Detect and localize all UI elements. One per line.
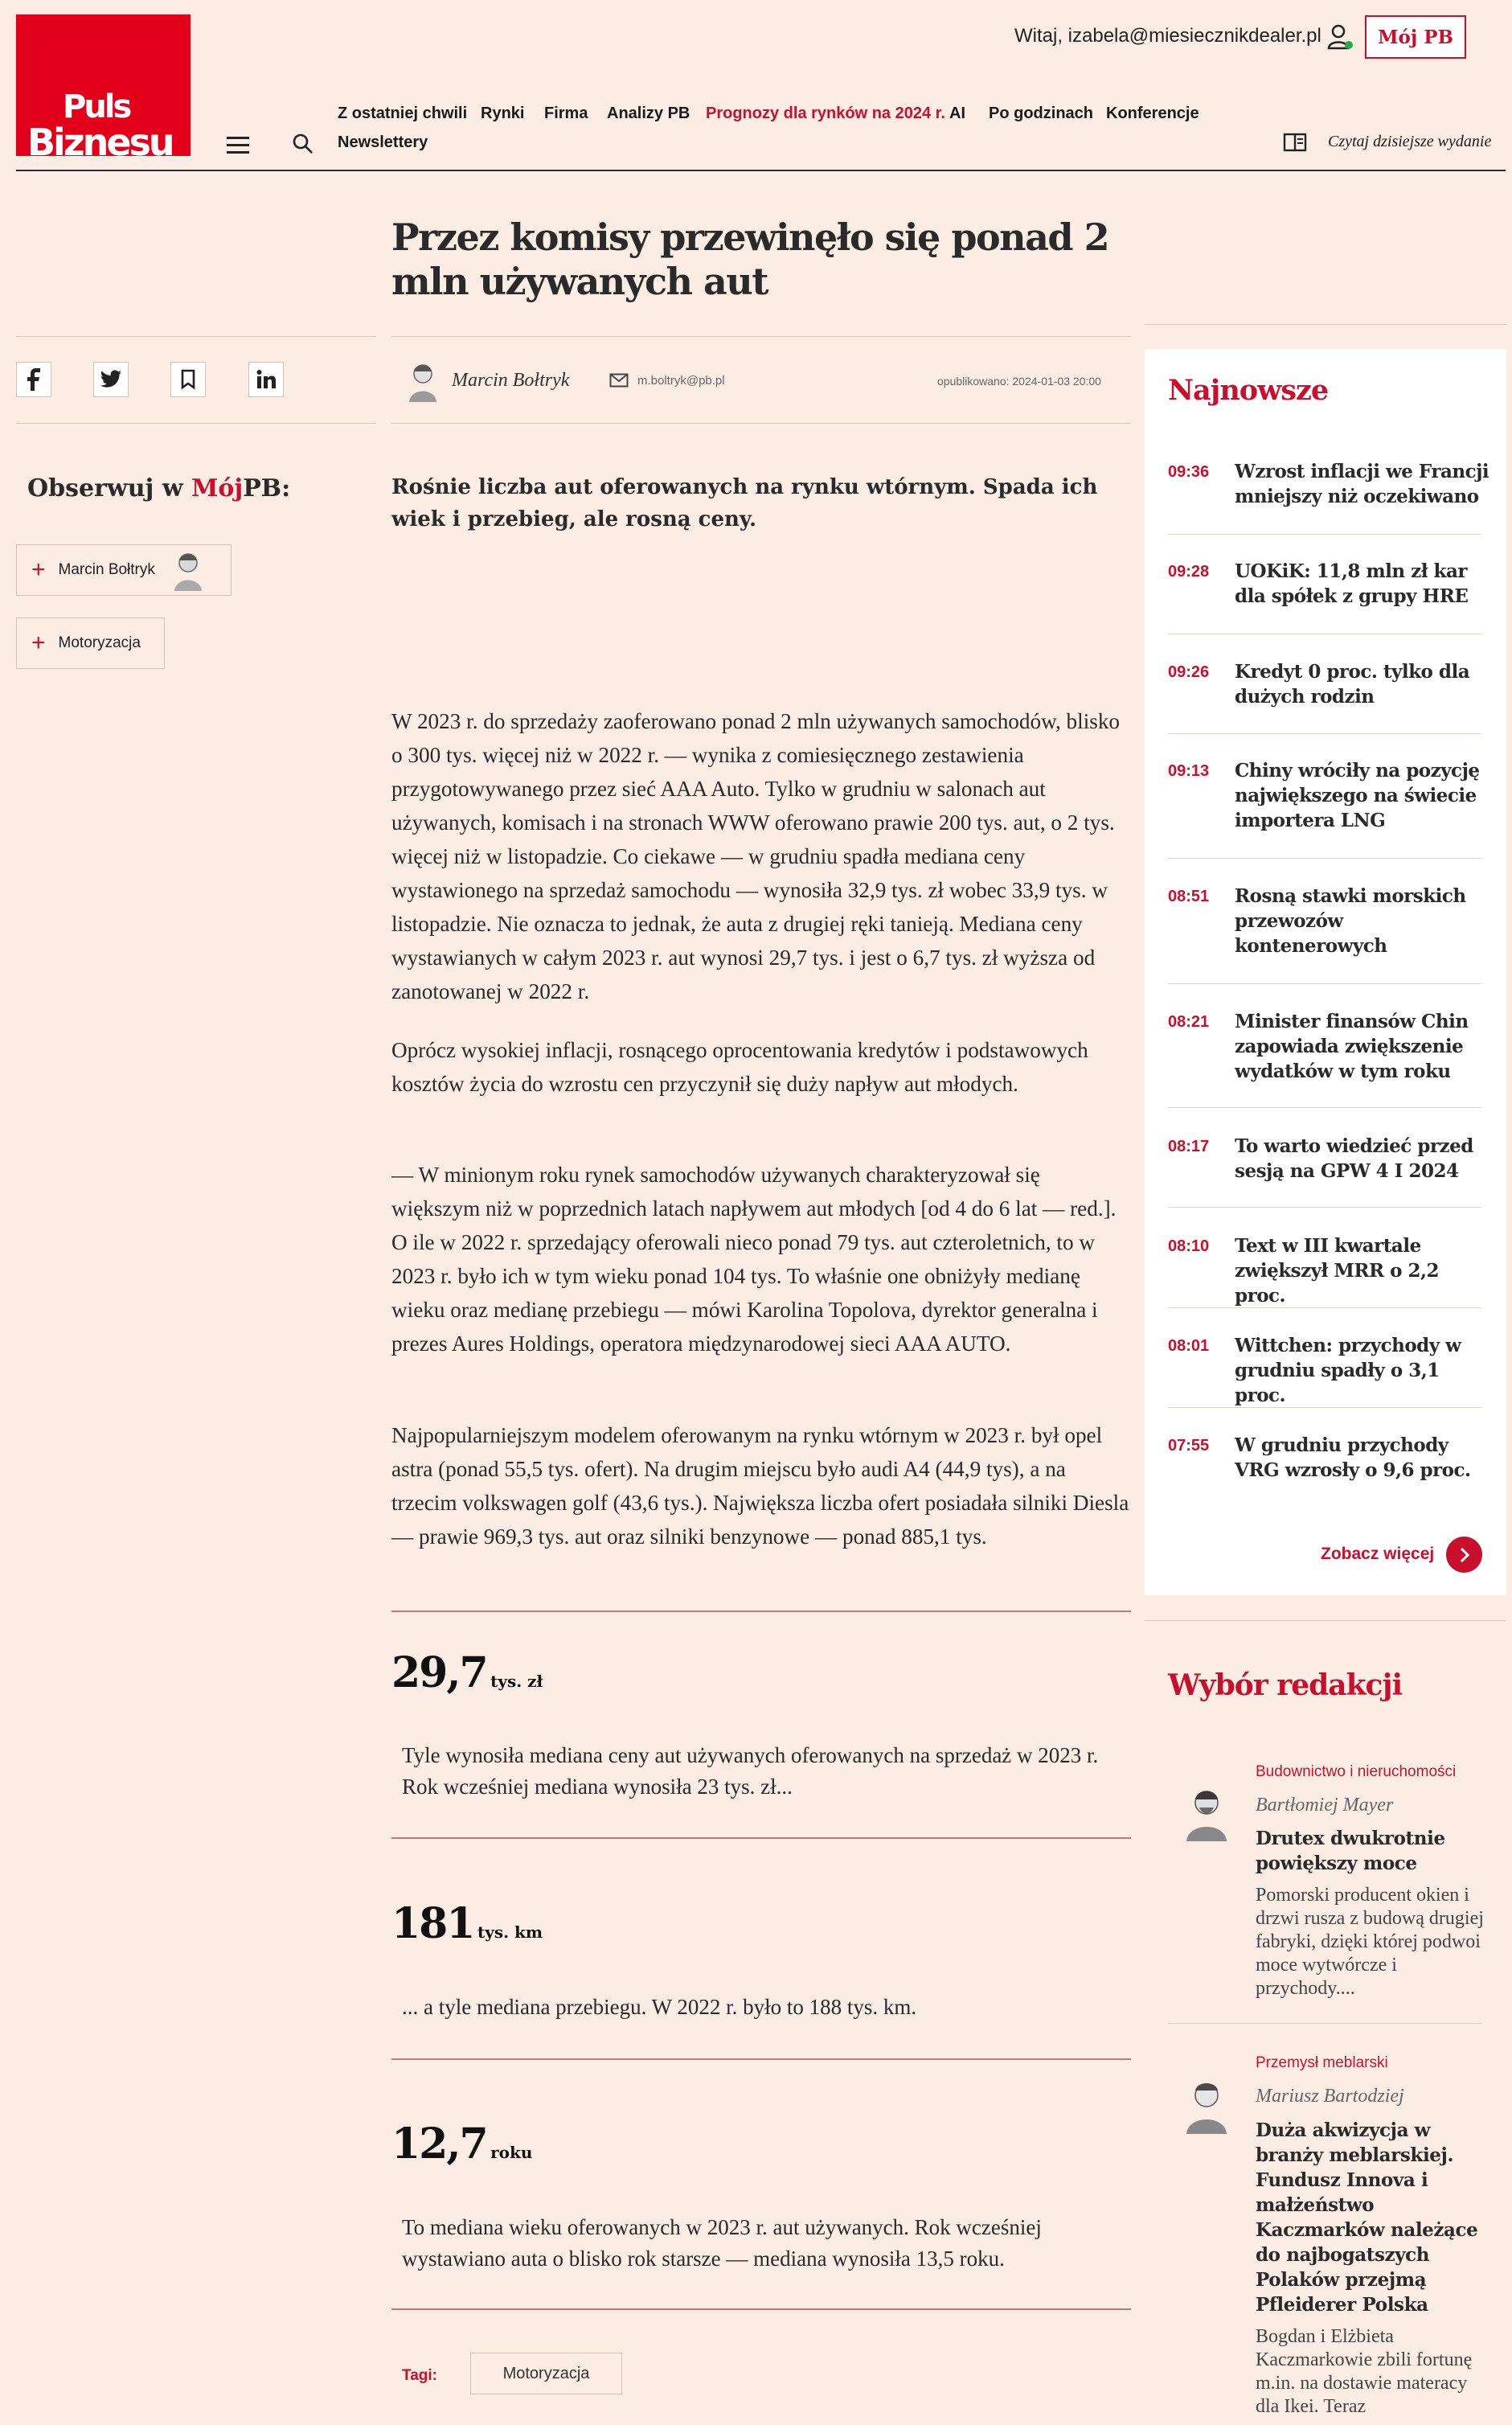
search-icon[interactable] bbox=[291, 132, 315, 156]
article-paragraph: — W minionym roku rynek samochodów używanych charakteryzował się większym niż w poprzednich latach napływem aut młodych [od 4 do 6 lat — red.]. O ile w 2022 r. sprzedający oferowali nieco ponad 79 tys. aut czteroletnich, to w 2023 r. było ich w tym wieku ponad 104 tys. To właśnie one obniżyły medianę wieku oraz medianę przebiegu — mówi Karolina Topolova, dyrektor generalna i prezes Aures Holdings, operatora międzynarodowej sieci AAA AUTO. bbox=[391, 1163, 1117, 1356]
stat-unit: tys. km bbox=[477, 1922, 543, 1942]
editors-author[interactable]: Bartłomiej Mayer bbox=[1256, 1795, 1394, 1816]
news-separator bbox=[1168, 858, 1481, 859]
stat-value: 29,7 bbox=[391, 1648, 487, 1697]
stat-divider bbox=[391, 2058, 1131, 2060]
news-item-title[interactable]: Chiny wróciły na pozycję największego na świecie importera LNG bbox=[1235, 760, 1480, 831]
article-paragraph: Oprócz wysokiej inflacji, rosnącego oprocentowania kredytów i podstawowych kosztów życia do wzrostu cen przyczynił się duży napływ aut młodych. bbox=[391, 1038, 1088, 1096]
news-time: 08:51 bbox=[1168, 888, 1210, 905]
news-item-title[interactable]: Text w III kwartale zwiększył MRR o 2,2 proc. bbox=[1235, 1235, 1439, 1307]
news-separator bbox=[1168, 983, 1481, 984]
welcome-text: Witaj, izabela@miesiecznikdealer.pl bbox=[1014, 25, 1321, 47]
news-item-title[interactable]: Rosną stawki morskich przewozów kontenerowych bbox=[1235, 885, 1466, 957]
follow-tag-label: Motoryzacja bbox=[58, 634, 141, 651]
see-more-button[interactable] bbox=[1446, 1537, 1482, 1573]
news-separator bbox=[1168, 534, 1481, 535]
moj-pb-button[interactable]: Mój PB bbox=[1365, 15, 1466, 59]
editors-article-lead: Pomorski producent okien i drzwi rusza z budową drugiej fabryki, dzięki której podwoi moce wytwórcze i przychody.... bbox=[1256, 1885, 1484, 1999]
read-today-link[interactable]: Czytaj dzisiejsze wydanie bbox=[1328, 133, 1492, 150]
stat-description: Tyle wynosiła mediana ceny aut używanych oferowanych na sprzedaż w 2023 r. Rok wcześniej mediana wynosiła 23 tys. zł... bbox=[402, 1743, 1099, 1799]
news-item-title[interactable]: To warto wiedzieć przed sesją na GPW 4 I 2024 bbox=[1235, 1135, 1473, 1182]
nav-item-konferencje[interactable]: Konferencje bbox=[1106, 105, 1199, 122]
tag-motoryzacja[interactable]: Motoryzacja bbox=[470, 2353, 622, 2394]
news-item-title[interactable]: Wzrost inflacji we Francji mniejszy niż oczekiwano bbox=[1235, 461, 1489, 507]
twitter-icon bbox=[100, 370, 122, 389]
news-item-title[interactable]: Kredyt 0 proc. tylko dla dużych rodzin bbox=[1235, 661, 1470, 708]
editors-category[interactable]: Przemysł meblarski bbox=[1256, 2054, 1388, 2071]
news-separator bbox=[1168, 1407, 1481, 1408]
follow-author-button[interactable] bbox=[16, 544, 232, 596]
article-paragraph: W 2023 r. do sprzedaży zaoferowano ponad 2 mln używanych samochodów, blisko o 300 tys. więcej niż w 2022 r. — wynika z comiesięcznego zestawienia przygotowywanego przez sieć AAA Auto. Tylko w grudniu w salonach aut używanych, komisach i na stronach WWW oferowano prawie 200 tys. aut, o 2 tys. więcej niż w listopadzie. Co ciekawe — w grudniu spadła mediana ceny wystawionego na sprzedaż samochodu — wynosiła 32,9 tys. zł wobec 33,9 tys. w listopadzie. Nie oznacza to jednak, że auta z drugiej ręki tanieją. Mediana ceny wystawianych w całym 2023 r. aut wynosi 29,7 tys. i jest o 6,7 tys. zł wyższa od zanotowanej w 2022 r. bbox=[391, 709, 1121, 1003]
facebook-icon bbox=[25, 368, 43, 391]
news-time: 08:21 bbox=[1168, 1013, 1210, 1031]
plus-icon: + bbox=[31, 556, 46, 583]
share-divider-bottom bbox=[16, 423, 376, 424]
published-date: opublikowano: 2024-01-03 20:00 bbox=[937, 375, 1101, 388]
news-time: 09:26 bbox=[1168, 663, 1210, 681]
facebook-share-button[interactable] bbox=[16, 362, 51, 397]
share-divider-top bbox=[16, 336, 376, 337]
stat-box-mileage bbox=[391, 1899, 543, 1948]
author-divider-top bbox=[391, 336, 1131, 337]
newest-panel bbox=[1145, 349, 1506, 1595]
nav-item-z-ostatniej-chwili[interactable]: Z ostatniej chwili bbox=[338, 105, 468, 122]
news-separator bbox=[1168, 733, 1481, 734]
news-item-title[interactable]: Minister finansów Chin zapowiada zwiększenie wydatków w tym roku bbox=[1235, 1011, 1469, 1082]
nav-item-rynki[interactable]: Rynki bbox=[481, 105, 525, 122]
author-email[interactable]: m.boltryk@pb.pl bbox=[637, 374, 725, 388]
stat-divider bbox=[391, 1611, 1131, 1612]
follow-prefix: Obserwuj w bbox=[27, 474, 192, 503]
stat-divider bbox=[391, 2308, 1131, 2310]
header-divider bbox=[16, 170, 1506, 171]
stat-box-price bbox=[391, 1648, 543, 1697]
editors-category[interactable]: Budownictwo i nieruchomości bbox=[1256, 1763, 1457, 1780]
user-icon[interactable] bbox=[1326, 23, 1355, 51]
mail-icon[interactable] bbox=[609, 373, 629, 388]
stat-description: ... a tyle mediana przebiegu. W 2022 r. było to 188 tys. km. bbox=[402, 1995, 917, 2019]
tags-label: Tagi: bbox=[402, 2367, 437, 2384]
see-more-link[interactable]: Zobacz więcej bbox=[1321, 1545, 1435, 1563]
editors-author[interactable]: Mariusz Bartodziej bbox=[1256, 2086, 1404, 2107]
editors-author-avatar bbox=[1182, 1783, 1231, 1841]
follow-author-label: Marcin Bołtryk bbox=[58, 561, 155, 578]
nav-item-newslettery[interactable]: Newslettery bbox=[338, 133, 428, 151]
sidebar-divider-top bbox=[1145, 324, 1506, 325]
nav-item-firma[interactable]: Firma bbox=[544, 105, 588, 122]
news-time: 08:10 bbox=[1168, 1237, 1210, 1255]
news-time: 09:28 bbox=[1168, 563, 1210, 581]
follow-moj: Mój bbox=[191, 474, 244, 503]
plus-icon: + bbox=[31, 630, 46, 656]
author-avatar-small bbox=[171, 549, 205, 591]
linkedin-icon bbox=[256, 369, 277, 390]
news-item-title[interactable]: UOKiK: 11,8 mln zł kar dla spółek z grupy HRE bbox=[1235, 560, 1469, 607]
news-item-title[interactable]: Wittchen: przychody w grudniu spadły o 3,1 proc. bbox=[1235, 1335, 1461, 1406]
nav-item-ai[interactable]: AI bbox=[949, 105, 965, 122]
sidebar-divider bbox=[1145, 1620, 1506, 1621]
bookmark-button[interactable] bbox=[170, 362, 206, 397]
editors-article-title[interactable]: Drutex dwukrotnie powiększy moce bbox=[1256, 1828, 1445, 1874]
editors-article-lead: Bogdan i Elżbieta Kaczmarkowie zbili fortunę m.in. na dostawie materacy dla Ikei. Teraz bbox=[1256, 2326, 1473, 2417]
stat-divider bbox=[391, 1837, 1131, 1839]
chevron-right-icon bbox=[1459, 1547, 1470, 1563]
editors-article-title[interactable]: Duża akwizycja w branży meblarskiej. Fundusz Innova i małżeństwo Kaczmarków należące do najbogatszych Polaków przejmą Pfleiderer Polska bbox=[1256, 2119, 1478, 2316]
editors-separator bbox=[1168, 2023, 1481, 2024]
stat-value: 12,7 bbox=[391, 2119, 487, 2169]
news-separator bbox=[1168, 1107, 1481, 1108]
editors-choice-heading: Wybór redakcji bbox=[1168, 1668, 1403, 1702]
logo-line1: Puls bbox=[63, 88, 130, 125]
newspaper-icon[interactable] bbox=[1283, 132, 1307, 153]
stat-unit: roku bbox=[490, 2143, 533, 2162]
news-item-title[interactable]: W grudniu przychody VRG wzrosły o 9,6 proc. bbox=[1235, 1434, 1471, 1481]
hamburger-menu-icon[interactable] bbox=[227, 137, 249, 154]
news-time: 07:55 bbox=[1168, 1437, 1210, 1455]
linkedin-share-button[interactable] bbox=[248, 362, 284, 397]
logo-line2: Biznesu bbox=[27, 121, 173, 164]
author-avatar[interactable] bbox=[406, 360, 440, 402]
stat-description: To mediana wieku oferowanych w 2023 r. aut używanych. Rok wcześniej wystawiano auta o blisko rok starsze — mediana wynosiła 13,5 roku. bbox=[402, 2215, 1042, 2271]
bookmark-icon bbox=[180, 369, 196, 390]
news-separator bbox=[1168, 1207, 1481, 1208]
author-divider-bottom bbox=[391, 423, 1131, 424]
puls-biznesu-logo[interactable] bbox=[16, 14, 191, 164]
follow-pb: PB: bbox=[243, 474, 291, 503]
stat-value: 181 bbox=[391, 1899, 474, 1948]
twitter-share-button[interactable] bbox=[93, 362, 129, 397]
editors-author-avatar bbox=[1182, 2076, 1231, 2134]
article-lead: Rośnie liczba aut oferowanych na rynku wtórnym. Spada ich wiek i przebieg, ale rosną ceny. bbox=[391, 475, 1098, 531]
news-time: 09:36 bbox=[1168, 463, 1210, 481]
nav-item-prognozy[interactable]: Prognozy dla rynków na 2024 r. bbox=[706, 105, 945, 122]
news-time: 08:01 bbox=[1168, 1337, 1210, 1355]
author-name[interactable]: Marcin Bołtryk bbox=[452, 370, 570, 391]
article-title: Przez komisy przewinęło się ponad 2 mln używanych aut bbox=[391, 215, 1109, 303]
newest-heading: Najnowsze bbox=[1168, 374, 1329, 407]
stat-unit: tys. zł bbox=[490, 1672, 543, 1691]
follow-tag-button[interactable] bbox=[16, 618, 165, 669]
news-separator bbox=[1168, 1307, 1481, 1308]
follow-heading bbox=[27, 474, 290, 503]
stat-box-age bbox=[391, 2119, 532, 2169]
article-paragraph: Najpopularniejszym modelem oferowanym na rynku wtórnym w 2023 r. był opel astra (ponad 55,5 tys. ofert). Na drugim miejscu było audi A4 (44,9 tys), a na trzecim volkswagen golf (43,6 tys.). Największa liczba ofert posiadała silniki Diesla — prawie 969,3 tys. aut oraz silniki benzynowe — ponad 885,1 tys. bbox=[391, 1423, 1129, 1549]
nav-item-analizy-pb[interactable]: Analizy PB bbox=[607, 105, 690, 122]
news-time: 08:17 bbox=[1168, 1138, 1210, 1155]
news-time: 09:13 bbox=[1168, 762, 1210, 780]
nav-item-po-godzinach[interactable]: Po godzinach bbox=[989, 105, 1093, 122]
